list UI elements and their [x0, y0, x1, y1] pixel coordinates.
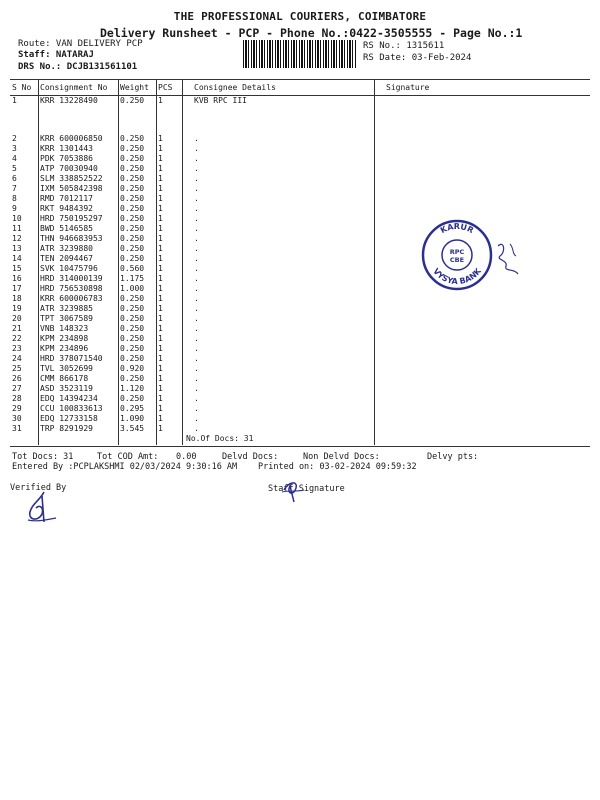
row-sno: 5: [12, 163, 17, 173]
row-consignment-no: SVK 10475796: [40, 263, 98, 273]
company-name: THE PROFESSIONAL COURIERS, COIMBATORE: [173, 10, 427, 23]
row-consignee-details: .: [194, 373, 199, 383]
row-consignee-details: .: [194, 233, 199, 243]
row-weight: 3.545: [120, 423, 145, 433]
row-signature-cell: [384, 174, 590, 184]
row-weight: 0.250: [120, 333, 145, 343]
column-divider: [374, 79, 375, 445]
row-consignee-details: .: [194, 223, 199, 233]
row-weight: 0.250: [120, 173, 145, 183]
row-consignee-details: .: [194, 323, 199, 333]
row-consignment-no: TVL 3052699: [40, 363, 93, 373]
row-consignment-no: KRR 1301443: [40, 143, 93, 153]
row-consignee-details: .: [194, 393, 199, 403]
row-weight: 0.250: [120, 163, 145, 173]
row-signature-cell: [384, 204, 590, 214]
staff-signature-label: Staff Signature: [268, 484, 345, 494]
tot-docs: Tot Docs: 31: [12, 452, 74, 462]
row-weight: 0.920: [120, 363, 145, 373]
row-sno: 28: [12, 393, 22, 403]
row-consignment-no: RKT 9484392: [40, 203, 93, 213]
table-row: [10, 404, 590, 414]
row-signature-cell: [384, 344, 590, 354]
non-delvd-docs: Non Delvd Docs:: [303, 452, 380, 462]
row-consignment-no: IXM 505842398: [40, 183, 103, 193]
column-divider: [182, 79, 183, 445]
tot-cod-label: Tot COD Amt:: [97, 452, 159, 462]
row-consignee-details: .: [194, 183, 199, 193]
row-pcs: 1: [158, 143, 163, 153]
table-row: [10, 174, 590, 184]
stamp-bottom-text: VYSYA BANK: [431, 266, 483, 287]
row-pcs: 1: [158, 423, 163, 433]
row-weight: 1.175: [120, 273, 145, 283]
row-consignee-details: .: [194, 283, 199, 293]
bank-stamp: [420, 218, 494, 292]
row-sno: 4: [12, 153, 17, 163]
row-signature-cell: [384, 314, 590, 324]
row-consignment-no: PDK 7053886: [40, 153, 93, 163]
row-pcs: 1: [158, 183, 163, 193]
row-pcs: 1: [158, 403, 163, 413]
rs-date: RS Date: 03-Feb-2024: [363, 53, 472, 63]
row-sno: 22: [12, 333, 22, 343]
drs-number: DRS No.: DCJB131561101: [18, 62, 138, 72]
row-consignment-no: HRD 378071540: [40, 353, 103, 363]
row-consignment-no: ATR 3239885: [40, 303, 93, 313]
row-sno: 10: [12, 213, 22, 223]
table-row: [10, 204, 590, 214]
row-signature-cell: [384, 394, 590, 404]
row-consignment-no: HRD 756530898: [40, 283, 103, 293]
row-consignment-no: SLM 338852522: [40, 173, 103, 183]
row-consignee-details: .: [194, 253, 199, 263]
row-pcs: 1: [158, 383, 163, 393]
row-sno: 8: [12, 193, 17, 203]
row-sno: 3: [12, 143, 17, 153]
table-bottom-border: [10, 446, 590, 447]
row-consignment-no: ASD 3523119: [40, 383, 93, 393]
row-consignee-details: .: [194, 153, 199, 163]
row-pcs: 1: [158, 363, 163, 373]
row-pcs: 1: [158, 133, 163, 143]
table-row: [10, 384, 590, 394]
table-row: [10, 354, 590, 364]
table-row: [10, 134, 590, 144]
rs-number: RS No.: 1315611: [363, 41, 445, 51]
table-row: [10, 214, 590, 224]
row-pcs: 1: [158, 253, 163, 263]
column-divider: [118, 79, 119, 445]
row-pcs: 1: [158, 213, 163, 223]
row-weight: 0.250: [120, 213, 145, 223]
table-row: [10, 364, 590, 374]
row-sno: 26: [12, 373, 22, 383]
stamp-top-text: KARUR: [438, 221, 476, 236]
row-signature-cell: [384, 334, 590, 344]
row-signature-cell: [384, 154, 590, 164]
row-sno: 11: [12, 223, 22, 233]
row-consignment-no: KRR 600006850: [40, 133, 103, 143]
row-signature-cell: [384, 144, 590, 154]
row-signature-cell: [384, 184, 590, 194]
row-signature-cell: [384, 304, 590, 314]
row-consignment-no: HRD 750195297: [40, 213, 103, 223]
row-consignee-details: .: [194, 173, 199, 183]
row-weight: 0.560: [120, 263, 145, 273]
row-consignee-details: .: [194, 133, 199, 143]
row-pcs: 1: [158, 273, 163, 283]
row-weight: 0.250: [120, 153, 145, 163]
table-header-row: [10, 79, 590, 96]
row-consignment-no: CCU 100833613: [40, 403, 103, 413]
col-consignment: Consignment No: [38, 79, 118, 96]
row-consignment-no: BWD 5146585: [40, 223, 93, 233]
row-signature-cell: [384, 414, 590, 424]
row-signature-cell: [384, 374, 590, 384]
table-row: [10, 394, 590, 404]
row-weight: 0.250: [120, 293, 145, 303]
table-row: [10, 144, 590, 154]
row-consignment-no: TPT 3067589: [40, 313, 93, 323]
table-row: [10, 154, 590, 164]
table-row: [10, 164, 590, 174]
row-consignee-details: .: [194, 163, 199, 173]
row-pcs: 1: [158, 413, 163, 423]
row-sno: 7: [12, 183, 17, 193]
col-weight: Weight: [118, 79, 156, 96]
row-consignee-details: .: [194, 293, 199, 303]
row-sno: 16: [12, 273, 22, 283]
table-row: [10, 96, 590, 134]
row-sno: 6: [12, 173, 17, 183]
row-sno: 31: [12, 423, 22, 433]
row-sno: 20: [12, 313, 22, 323]
row-pcs: 1: [158, 173, 163, 183]
row-sno: 1: [12, 96, 17, 105]
row-signature-cell: [384, 164, 590, 174]
row-consignee-details: .: [194, 343, 199, 353]
row-pcs: 1: [158, 243, 163, 253]
delvd-docs: Delvd Docs:: [222, 452, 279, 462]
row-pcs: 1: [158, 153, 163, 163]
table-row: [10, 184, 590, 194]
row-pcs: 1: [158, 333, 163, 343]
row-weight: 0.250: [120, 203, 145, 213]
col-signature: Signature: [384, 79, 590, 96]
row-weight: 0.250: [120, 233, 145, 243]
row-consignment-no: KPM 234896: [40, 343, 89, 353]
row-consignment-no: EDQ 12733158: [40, 413, 98, 423]
row-consignment-no: KRR 13228490: [40, 96, 98, 105]
row-weight: 0.250: [120, 143, 145, 153]
row-signature-cell: [384, 364, 590, 374]
row-consignment-no: TRP 8291929: [40, 423, 93, 433]
row-sno: 14: [12, 253, 22, 263]
staff-label: Staff: NATARAJ: [18, 50, 94, 60]
entered-by: Entered By :PCPLAKSHMI 02/03/2024 9:30:16 AM: [12, 462, 238, 472]
row-sno: 17: [12, 283, 22, 293]
row-consignee-details: .: [194, 273, 199, 283]
table-row: [10, 284, 590, 294]
row-consignment-no: ATP 70030940: [40, 163, 98, 173]
row-weight: 0.250: [120, 393, 145, 403]
row-weight: 0.250: [120, 253, 145, 263]
row-consignment-no: VNB 148323: [40, 323, 89, 333]
printed-on: Printed on: 03-02-2024 09:59:32: [258, 462, 417, 472]
row-consignment-no: KPM 234898: [40, 333, 89, 343]
row-sno: 23: [12, 343, 22, 353]
row-weight: 0.250: [120, 323, 145, 333]
barcode: [243, 40, 357, 68]
table-row: [10, 324, 590, 334]
row-consignee-details: .: [194, 363, 199, 373]
table-row: [10, 414, 590, 424]
col-consignee-details: Consignee Details: [192, 79, 384, 96]
row-pcs: 1: [158, 193, 163, 203]
row-consignee-details: .: [194, 193, 199, 203]
col-sno: S No: [10, 79, 38, 96]
row-consignee-details: .: [194, 423, 199, 433]
row-signature-cell: [384, 424, 590, 434]
row-pcs: 1: [158, 323, 163, 333]
row-weight: 0.250: [120, 373, 145, 383]
row-consignee-details: .: [194, 353, 199, 363]
row-weight: 0.250: [120, 193, 145, 203]
row-signature-cell: [384, 294, 590, 304]
table-row: [10, 424, 590, 434]
row-pcs: 1: [158, 233, 163, 243]
route-label: Route: VAN DELIVERY PCP: [18, 39, 143, 49]
row-consignee-details: .: [194, 203, 199, 213]
row-signature-cell: [384, 384, 590, 394]
runsheet-title: Delivery Runsheet - PCP - Phone No.:0422-3505555 - Page No.:1: [100, 26, 523, 40]
row-weight: 0.250: [120, 183, 145, 193]
row-pcs: 1: [158, 96, 163, 105]
row-consignee-details: .: [194, 303, 199, 313]
row-pcs: 1: [158, 353, 163, 363]
table-row: [10, 294, 590, 304]
row-weight: 0.250: [120, 303, 145, 313]
row-pcs: 1: [158, 283, 163, 293]
row-signature-cell: [384, 134, 590, 144]
row-pcs: 1: [158, 343, 163, 353]
row-sno: 19: [12, 303, 22, 313]
row-pcs: 1: [158, 263, 163, 273]
stamp-scribble: [494, 238, 524, 278]
table-row: [10, 334, 590, 344]
row-sno: 15: [12, 263, 22, 273]
row-consignee-details: .: [194, 383, 199, 393]
row-pcs: 1: [158, 203, 163, 213]
no-of-docs: No.Of Docs: 31: [186, 434, 254, 443]
row-signature-cell: [384, 96, 590, 134]
row-sno: 9: [12, 203, 17, 213]
row-consignee-details: .: [194, 403, 199, 413]
stamp-inner-1: RPC: [449, 248, 465, 256]
row-signature-cell: [384, 324, 590, 334]
delvy-pts: Delvy pts:: [427, 452, 479, 462]
row-sno: 27: [12, 383, 22, 393]
row-weight: 0.250: [120, 223, 145, 233]
row-weight: 1.000: [120, 283, 145, 293]
row-consignment-no: HRD 314000139: [40, 273, 103, 283]
row-weight: 1.090: [120, 413, 145, 423]
row-sno: 18: [12, 293, 22, 303]
col-pcs: PCS: [156, 79, 192, 96]
row-pcs: 1: [158, 293, 163, 303]
stamp-inner-2: CBE: [449, 256, 465, 264]
row-consignment-no: CMM 866178: [40, 373, 89, 383]
row-consignee-details: .: [194, 313, 199, 323]
row-consignment-no: EDQ 14394234: [40, 393, 98, 403]
table-row: [10, 194, 590, 204]
row-consignment-no: RMD 7012117: [40, 193, 93, 203]
row-sno: 30: [12, 413, 22, 423]
row-weight: 0.250: [120, 96, 145, 105]
row-weight: 0.250: [120, 343, 145, 353]
row-consignee-details: KVB RPC III: [194, 96, 247, 105]
row-weight: 0.250: [120, 243, 145, 253]
column-divider: [156, 79, 157, 445]
row-sno: 25: [12, 363, 22, 373]
verified-by-label: Verified By: [10, 483, 67, 493]
row-consignment-no: TEN 2094467: [40, 253, 93, 263]
row-consignment-no: THN 946683953: [40, 233, 103, 243]
row-pcs: 1: [158, 163, 163, 173]
row-consignee-details: .: [194, 333, 199, 343]
row-weight: 0.295: [120, 403, 145, 413]
staff-signature: [280, 474, 306, 504]
row-consignee-details: .: [194, 413, 199, 423]
row-sno: 21: [12, 323, 22, 333]
row-consignee-details: .: [194, 243, 199, 253]
table-row: [10, 304, 590, 314]
row-sno: 24: [12, 353, 22, 363]
verifier-signature: [22, 490, 62, 526]
row-signature-cell: [384, 194, 590, 204]
row-consignee-details: .: [194, 263, 199, 273]
column-divider: [38, 79, 39, 445]
row-pcs: 1: [158, 313, 163, 323]
row-signature-cell: [384, 404, 590, 414]
table-row: [10, 314, 590, 324]
row-consignment-no: ATR 3239880: [40, 243, 93, 253]
row-consignment-no: KRR 600006783: [40, 293, 103, 303]
row-sno: 2: [12, 133, 17, 143]
row-weight: 1.120: [120, 383, 145, 393]
table-row: [10, 344, 590, 354]
row-weight: 0.250: [120, 133, 145, 143]
table-row: [10, 224, 590, 234]
row-pcs: 1: [158, 223, 163, 233]
row-consignee-details: .: [194, 143, 199, 153]
table-row: [10, 374, 590, 384]
row-sno: 29: [12, 403, 22, 413]
row-sno: 12: [12, 233, 22, 243]
row-pcs: 1: [158, 303, 163, 313]
row-weight: 0.250: [120, 353, 145, 363]
row-pcs: 1: [158, 393, 163, 403]
row-signature-cell: [384, 354, 590, 364]
row-weight: 0.250: [120, 313, 145, 323]
row-consignee-details: .: [194, 213, 199, 223]
row-pcs: 1: [158, 373, 163, 383]
tot-cod-value: 0.00: [176, 452, 197, 462]
row-sno: 13: [12, 243, 22, 253]
